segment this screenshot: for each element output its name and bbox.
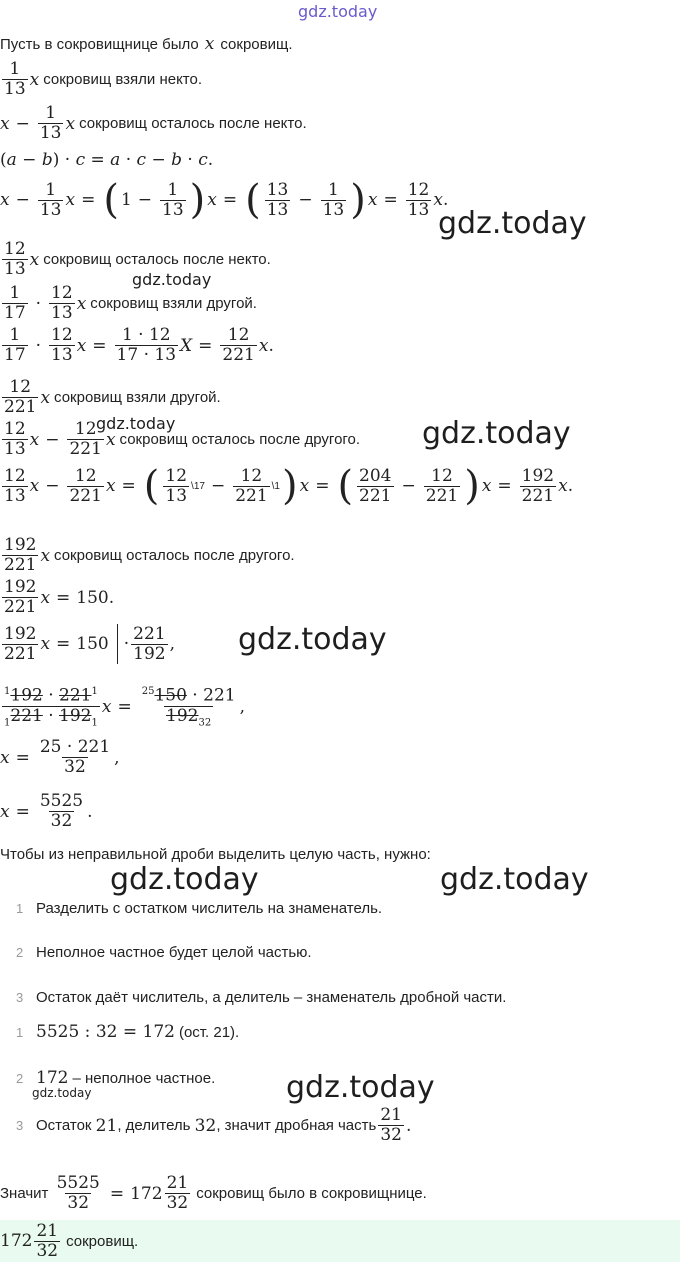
line-distributive: ( a − b ) · c = a · c − b · c . — [0, 150, 214, 170]
line-eq-150: 192 221 x = 150 . — [4, 577, 115, 617]
line-calc-3: 12 13 x − $\frac{12}{221}$ x = ( 12 13 \17 − $\frac{12}{221}$ \1 ) x = ( 204 221 − $\frac{12}{221}$ ) x = $\frac{192}{221}$ x . — [4, 463, 574, 509]
line-znachit: Значит $\frac{5525}{32}$ = 172 21 32 сокровищ было в сокровищнице. — [0, 1173, 427, 1213]
line-mult: 192 221 x = 150 · 221 192 , — [4, 623, 176, 664]
watermark: gdz.today — [286, 1070, 435, 1105]
list-item: 1 Разделить с остатком числитель на знаменатель. — [16, 900, 383, 917]
line-calc-1: x − $\frac{1}{13}$ x = ( 1 − $\frac{1}{13}$ ) x = ( 13 13 − $\frac{1}{13}$ ) x = $\frac{12}{13}$ x . — [0, 177, 449, 223]
line-vzyali-drugoy: 1 17 · 12 13 x сокровищ взяли другой. — [4, 283, 257, 323]
text-vzyali: сокровищ взяли некто. — [43, 71, 203, 88]
text-vzyali-drugoy: сокровищ взяли другой. — [90, 295, 257, 312]
text-intro: Пусть в сокровищнице было — [0, 35, 199, 53]
watermark: gdz.today — [440, 862, 589, 897]
line-vzyali-nekto: 1 13 x сокровищ взяли некто. — [4, 59, 203, 99]
watermark: gdz.today — [238, 622, 387, 657]
fraction: $\frac{1}{13}$ — [39, 103, 62, 143]
watermark: gdz.today — [32, 1086, 92, 1100]
text-ostalos-drugogo: сокровищ осталось после другого. — [54, 547, 295, 564]
line-vzyali-drugoy-2: 12 221 x сокровищ взяли другой. — [4, 377, 221, 417]
list-item: 3 Остаток даёт числитель, а делитель – знаменатель дробной части. — [16, 989, 507, 1006]
line-x-25: x = $\frac{25 \cdot 221}{32}$ , — [0, 737, 120, 777]
text-ostalos: сокровищ осталось после некто. — [43, 251, 271, 268]
watermark-top: gdz.today — [298, 2, 378, 21]
answer-box: 172 21 32 сокровищ. — [0, 1220, 680, 1262]
line-ostalos-nekto: x − $\frac{1}{13}$ x сокровищ осталось после некто. — [0, 103, 307, 143]
list-item: 1 5525 : 32 = 172 (ост. 21). — [16, 1022, 240, 1042]
line-cancel: $^1192 \cdot 221^1$ $_1221 \cdot 192_1$ x = $\frac{^{25}150 \cdot 221}{192_{32}}$ , — [0, 682, 245, 732]
text-ostalos-drugogo: сокровищ осталось после другого. — [119, 431, 361, 448]
line-ostalos-drugogo-2: 192 221 x сокровищ осталось после другого. — [4, 535, 295, 575]
list-item: 3 Остаток 21 , делитель 32 , значит дробная часть 21 32 . — [16, 1105, 412, 1145]
text-sokrovisch: сокровищ. — [220, 35, 293, 53]
watermark: gdz.today — [96, 414, 176, 433]
line-calc-2: 1 17 · 12 13 x = $\frac{1 \cdot 12}{17 \cdot 13}$ X = $\frac{12}{221}$ x . — [4, 325, 274, 365]
rule-title: Чтобы из неправильной дроби выделить целую часть, нужно: — [0, 846, 431, 863]
answer-text: сокровищ. — [66, 1232, 139, 1250]
watermark: gdz.today — [438, 206, 587, 241]
line-intro — [0, 34, 293, 54]
line-ostalos-drugogo: 12 13 x − $\frac{12}{221}$ x сокровищ осталось после другого. — [4, 419, 361, 459]
fraction: 1 13 — [4, 59, 26, 99]
line-x-5525: x = $\frac{5525}{32}$ . — [0, 791, 93, 831]
text-ostalos: сокровищ осталось после некто. — [79, 115, 307, 132]
watermark: gdz.today — [132, 270, 212, 289]
line-ostalos-nekto-2: 12 13 x сокровищ осталось после некто. — [4, 239, 271, 279]
watermark: gdz.today — [422, 416, 571, 451]
list-item: 2 172 – неполное частное. — [16, 1068, 216, 1088]
text-vzyali-drugoy: сокровищ взяли другой. — [54, 389, 221, 406]
var-x: x — [204, 34, 215, 54]
watermark: gdz.today — [110, 862, 259, 897]
list-item: 2 Неполное частное будет целой частью. — [16, 944, 312, 961]
